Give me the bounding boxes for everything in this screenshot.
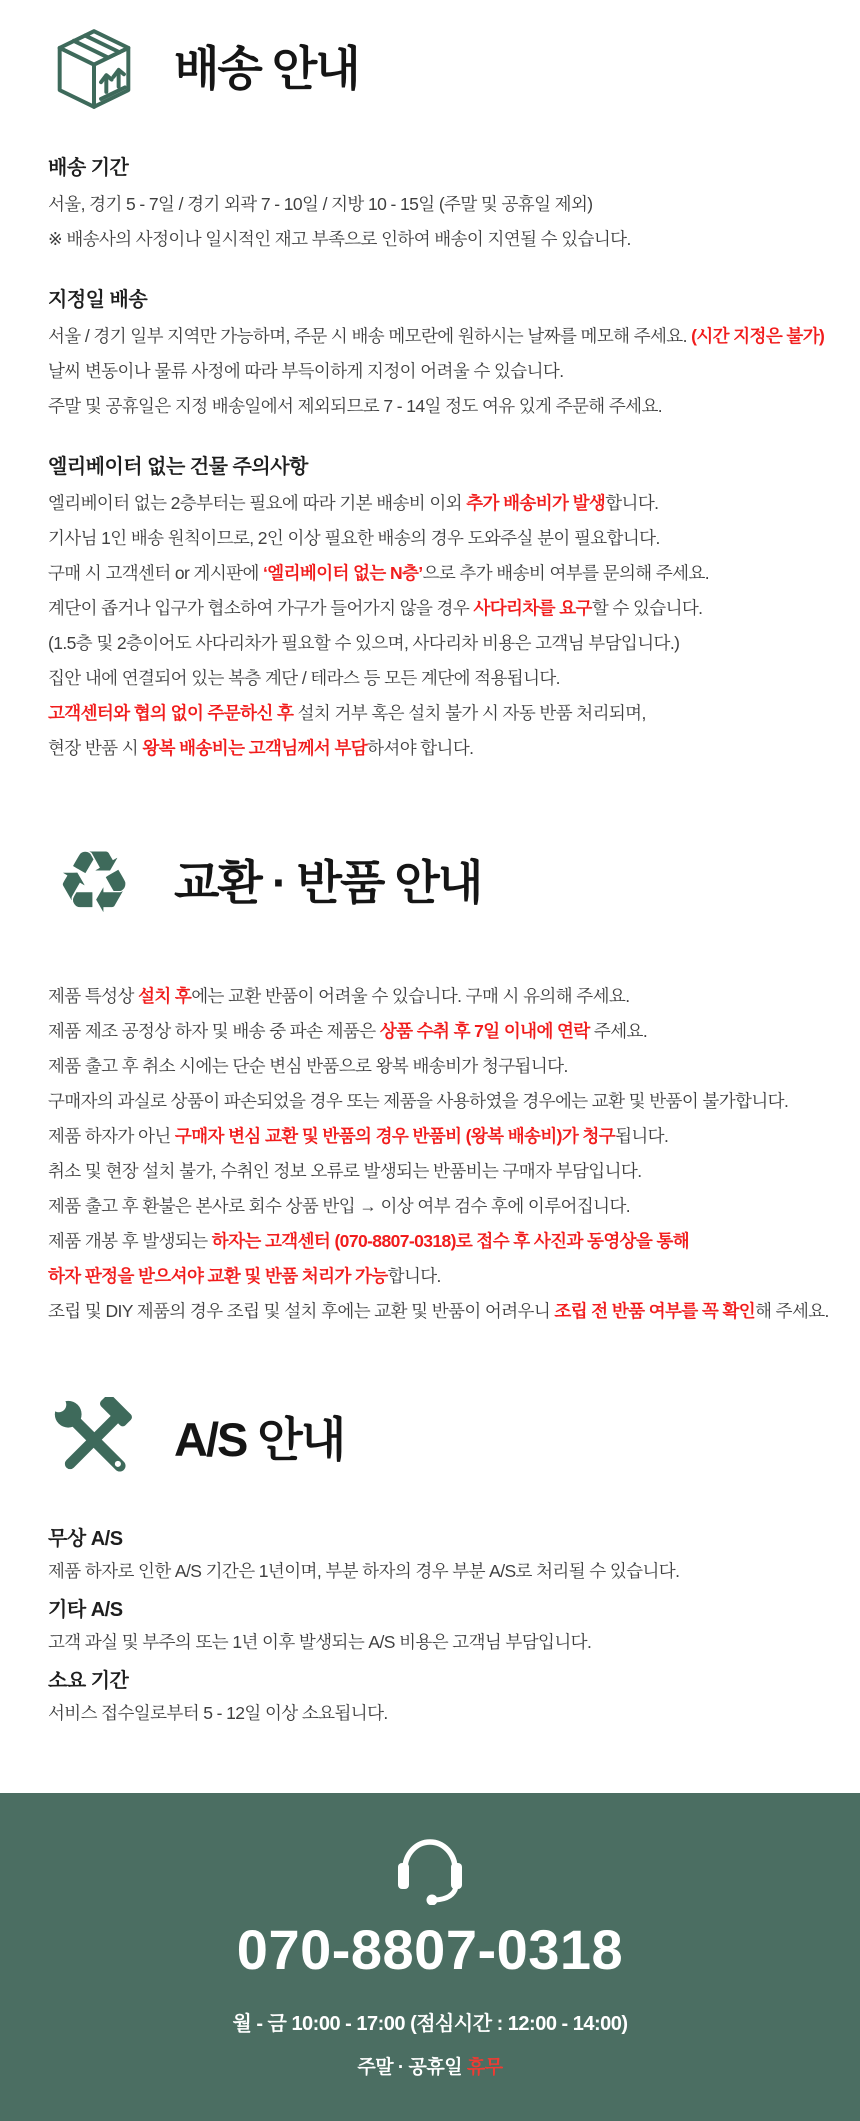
section-header — [48, 1377, 830, 1502]
info-line: 서울, 경기 5 - 7일 / 경기 외곽 7 - 10일 / 지방 10 - 15일 (주말 및 공휴일 제외) — [48, 194, 593, 214]
info-line: 제품 출고 후 취소 시에는 단순 변심 반품으로 왕복 배송비가 청구됩니다. — [48, 1056, 568, 1076]
info-line: 집안 내에 연결되어 있는 복층 계단 / 테라스 등 모든 계단에 적용됩니다. — [48, 668, 560, 688]
info-group — [48, 979, 830, 1329]
section-title-exchange: 교환 · 반품 안내 — [174, 856, 482, 909]
info-line: 구매자의 과실로 상품이 파손되었을 경우 또는 제품을 사용하였을 경우에는 교환 및 반품이 불가합니다. — [48, 1091, 789, 1111]
info-line: 제품 개봉 후 발생되는 하자는 고객센터 (070-8807-0318)로 접수 후 사진과 동영상을 통해 — [48, 1231, 690, 1251]
info-group — [48, 454, 830, 766]
tools-icon — [48, 1395, 140, 1485]
info-line: 주말 및 공휴일은 지정 배송일에서 제외되므로 7 - 14일 정도 여유 있게 주문해 주세요. — [48, 396, 663, 416]
info-group — [48, 1526, 830, 1589]
group-heading: 기타 A/S — [48, 1599, 123, 1621]
info-line: 하자 판정을 받으셔야 교환 및 반품 처리가 가능합니다. — [48, 1266, 441, 1286]
info-line: 취소 및 현장 설치 불가, 수취인 정보 오류로 발생되는 반품비는 구매자 부담입니다. — [48, 1161, 642, 1181]
info-group — [48, 155, 830, 257]
info-line: 엘리베이터 없는 2층부터는 필요에 따라 기본 배송비 이외 추가 배송비가 발생합니다. — [48, 493, 659, 513]
info-line: 날씨 변동이나 물류 사정에 따라 부득이하게 지정이 어려울 수 있습니다. — [48, 361, 564, 381]
section-header — [48, 820, 830, 945]
group-heading: 배송 기간 — [48, 157, 129, 179]
closed-days: 주말 · 공휴일 휴무 — [357, 2056, 503, 2078]
info-line: 제품 제조 공정상 하자 및 배송 중 파손 제품은 상품 수취 후 7일 이내에 연락 주세요. — [48, 1021, 648, 1041]
section-title-as: A/S 안내 — [174, 1413, 345, 1466]
info-line: 제품 하자로 인한 A/S 기간은 1년이며, 부분 하자의 경우 부분 A/S로 처리될 수 있습니다. — [48, 1561, 680, 1581]
info-line: 제품 하자가 아닌 구매자 변심 교환 및 반품의 경우 반품비 (왕복 배송비)가 청구됩니다. — [48, 1126, 669, 1146]
group-heading: 소요 기간 — [48, 1670, 129, 1692]
info-line: 기사님 1인 배송 원칙이므로, 2인 이상 필요한 배송의 경우 도와주실 분이 필요합니다. — [48, 528, 660, 548]
business-hours: 월 - 금 10:00 - 17:00 (점심시간 : 12:00 - 14:00) — [232, 2012, 628, 2035]
info-line: 구매 시 고객센터 or 게시판에 ‘엘리베이터 없는 N층’으로 추가 배송비 여부를 문의해 주세요. — [48, 563, 710, 583]
section-header — [48, 6, 830, 131]
info-line: (1.5층 및 2층이어도 사다리차가 필요할 수 있으며, 사다리차 비용은 고객님 부담입니다.) — [48, 633, 680, 653]
phone-number: 070-8807-0318 — [236, 1918, 624, 1981]
section-body — [48, 155, 830, 766]
info-line: 제품 출고 후 환불은 본사로 회수 상품 반입 → 이상 여부 검수 후에 이루어집니다. — [48, 1196, 631, 1216]
info-line: ※ 배송사의 사정이나 일시적인 재고 부족으로 인하여 배송이 지연될 수 있습니다. — [48, 229, 631, 249]
info-line: 제품 특성상 설치 후에는 교환 반품이 어려울 수 있습니다. 구매 시 유의해 주세요. — [48, 986, 630, 1006]
info-line: 고객 과실 및 부주의 또는 1년 이후 발생되는 A/S 비용은 고객님 부담입니다. — [48, 1632, 592, 1652]
section-title-shipping: 배송 안내 — [174, 42, 359, 95]
group-heading: 엘리베이터 없는 건물 주의사항 — [48, 456, 308, 478]
box-icon — [48, 24, 140, 114]
info-line: 서비스 접수일로부터 5 - 12일 이상 소요됩니다. — [48, 1703, 388, 1723]
headset-icon — [0, 1827, 860, 1905]
info-group — [48, 287, 830, 424]
info-line: 조립 및 DIY 제품의 경우 조립 및 설치 후에는 교환 및 반품이 어려우니 조립 전 반품 여부를 꼭 확인해 주세요. — [48, 1301, 829, 1321]
customer-service-footer — [0, 1793, 860, 2121]
info-line: 고객센터와 협의 없이 주문하신 후 설치 거부 혹은 설치 불가 시 자동 반품 처리되며, — [48, 703, 646, 723]
section-body — [48, 979, 830, 1329]
section-exchange-return — [0, 820, 860, 1329]
section-shipping — [0, 0, 860, 766]
group-heading: 지정일 배송 — [48, 289, 148, 311]
section-after-service — [0, 1377, 860, 1731]
info-line: 서울 / 경기 일부 지역만 가능하며, 주문 시 배송 메모란에 원하시는 날짜를 메모해 주세요. (시간 지정은 불가) — [48, 326, 825, 346]
info-line: 현장 반품 시 왕복 배송비는 고객님께서 부담하셔야 합니다. — [48, 738, 474, 758]
group-heading: 무상 A/S — [48, 1528, 123, 1550]
info-line: 계단이 좁거나 입구가 협소하여 가구가 들어가지 않을 경우 사다리차를 요구할 수 있습니다. — [48, 598, 703, 618]
info-group — [48, 1597, 830, 1660]
recycle-icon: ♻ — [55, 832, 133, 933]
section-body — [48, 1526, 830, 1731]
info-group — [48, 1668, 830, 1731]
